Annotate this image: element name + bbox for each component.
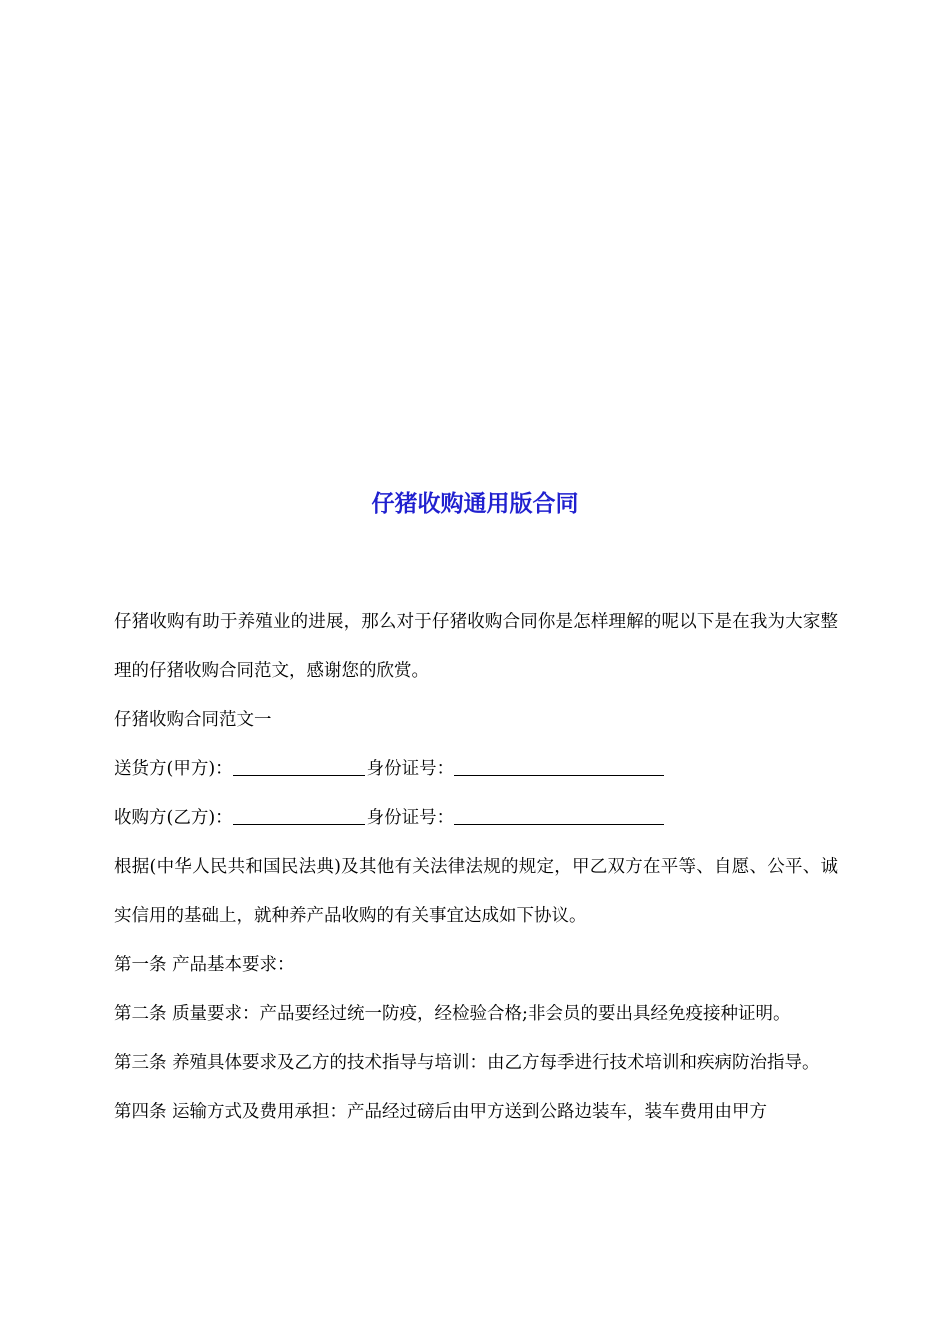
party-a-id-label: 身份证号： xyxy=(366,759,455,779)
party-b-id-label: 身份证号： xyxy=(366,808,455,828)
party-a-id-blank xyxy=(454,774,664,776)
sample-heading: 仔猪收购合同范文一 xyxy=(114,710,272,730)
article-1: 第一条 产品基本要求： xyxy=(114,955,295,975)
party-b-line xyxy=(114,794,838,843)
party-b-id-blank xyxy=(454,823,664,825)
party-a-name-blank xyxy=(233,774,365,776)
party-b-name-blank xyxy=(233,823,365,825)
article-4: 第四条 运输方式及费用承担：产品经过磅后由甲方送到公路边装车，装车费用由甲方 xyxy=(114,1102,768,1122)
party-b-label: 收购方(乙方)： xyxy=(114,808,233,828)
document-title: 仔猪收购通用版合同 xyxy=(371,490,579,517)
article-3: 第三条 养殖具体要求及乙方的技术指导与培训：由乙方每季进行技术培训和疾病防治指导。 xyxy=(114,1053,820,1073)
article-2: 第二条 质量要求：产品要经过统一防疫，经检验合格;非会员的要出具经免疫接种证明。 xyxy=(114,1004,791,1024)
party-a-label: 送货方(甲方)： xyxy=(114,759,233,779)
preamble-paragraph: 根据(中华人民共和国民法典)及其他有关法律法规的规定，甲乙双方在平等、自愿、公平、诚实信用的基础上，就种养产品收购的有关事宜达成如下协议。 xyxy=(114,857,838,926)
party-a-line xyxy=(114,745,838,794)
intro-paragraph: 仔猪收购有助于养殖业的进展，那么对于仔猪收购合同你是怎样理解的呢以下是在我为大家整理的仔猪收购合同范文，感谢您的欣赏。 xyxy=(114,612,838,681)
document-body xyxy=(114,598,838,1137)
